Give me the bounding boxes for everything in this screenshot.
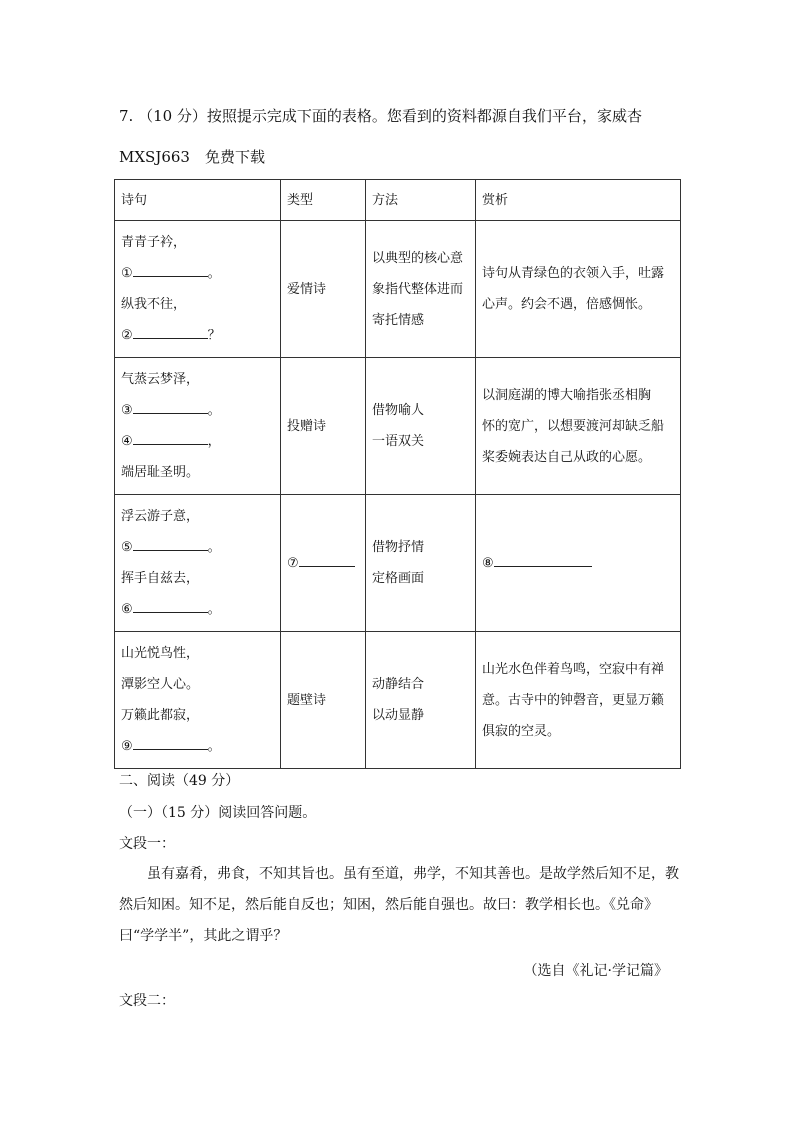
method-line: 借物喻人 (372, 403, 425, 418)
verse-cell (115, 221, 281, 358)
analysis-line: 怀的宽广，以想要渡河却缺乏船 (482, 418, 665, 434)
analysis-line: 俱寂的空灵。 (482, 723, 561, 739)
passage-text: 虽有嘉肴，弗食，不知其旨也。虽有至道，弗学，不知其善也。是故学然后知不足，教然后知困。知不足，然后能自反也；知困，然后能自强也。故曰：教学相长也。《兑命》曰“学学半”，其此之谓乎？ (119, 866, 679, 944)
punctuation: 。 (207, 540, 221, 555)
blank-number: ④ (121, 434, 133, 449)
blank-number: ⑧ (482, 555, 494, 571)
fill-blank[interactable] (133, 735, 208, 750)
fill-blank[interactable] (133, 430, 208, 445)
method-line: 借物抒情 (372, 540, 425, 555)
passage-source: （选自《礼记·学记篇》 (523, 963, 668, 979)
fill-blank[interactable] (133, 399, 208, 414)
poem-table (114, 179, 681, 769)
blank-number: ⑥ (121, 602, 133, 617)
blank-number: ⑨ (121, 739, 133, 754)
analysis-line: 诗句从青绿色的衣领入手，吐露 (482, 266, 665, 281)
method-cell (366, 221, 476, 358)
fill-blank[interactable] (133, 324, 208, 339)
method-cell (366, 358, 476, 495)
punctuation: 。 (207, 403, 221, 418)
blank-number: ③ (121, 403, 133, 418)
verse-line: 浮云游子意， (121, 509, 200, 524)
blank-number: ⑦ (287, 555, 299, 571)
analysis-line: 意。古寺中的钟磬音，更显万籁 (482, 692, 665, 708)
table-header-row (115, 180, 681, 221)
verse-blank-line (121, 258, 274, 289)
analysis-cell (476, 495, 681, 632)
verse-cell (115, 495, 281, 632)
analysis-cell (476, 221, 681, 358)
verse-blank-line (121, 731, 274, 762)
type-cell: 爱情诗 (281, 221, 366, 358)
method-line: 象指代整体进而 (372, 281, 464, 297)
analysis-line: 心声。约会不遇，倍感惆怅。 (482, 297, 652, 312)
method-line: 动静结合 (372, 677, 425, 692)
analysis-cell (476, 358, 681, 495)
analysis-line: 山光水色伴着鸟鸣，空寂中有禅 (482, 661, 665, 677)
blank-number: ① (121, 266, 133, 281)
punctuation: 。 (207, 602, 221, 617)
header-cell: 赏析 (476, 180, 681, 221)
verse-line: 气蒸云梦泽， (121, 372, 200, 387)
table-row (115, 358, 681, 495)
verse-blank-line (121, 395, 274, 426)
method-cell (366, 632, 476, 769)
table-row (115, 495, 681, 632)
verse-line: 潭影空人心。 (121, 677, 200, 692)
verse-line: 挥手自兹去， (121, 571, 200, 586)
blank-number: ② (121, 328, 133, 343)
question-line-2: MXSJ663 免费下载 (119, 148, 265, 166)
method-line: 定格画面 (372, 571, 425, 586)
header-cell: 类型 (281, 180, 366, 221)
punctuation: ？ (207, 328, 221, 343)
verse-line: 万籁此都寂， (121, 708, 200, 723)
verse-blank-line (121, 532, 274, 563)
fill-blank[interactable] (133, 262, 208, 277)
header-cell: 方法 (366, 180, 476, 221)
verse-cell (115, 632, 281, 769)
passage-label: 文段二： (119, 993, 175, 1009)
table-row (115, 632, 681, 769)
verse-line: 端居耻圣明。 (121, 465, 200, 480)
verse-line: 青青子衿， (121, 235, 187, 250)
punctuation: ， (207, 434, 221, 449)
fill-blank[interactable] (299, 552, 355, 567)
fill-blank[interactable] (133, 536, 208, 551)
analysis-line: 桨委婉表达自己从政的心愿。 (482, 449, 652, 465)
passage-label: 文段一： (119, 836, 175, 852)
fill-blank[interactable] (494, 552, 592, 567)
header-cell: 诗句 (115, 180, 281, 221)
analysis-cell (476, 632, 681, 769)
fill-blank[interactable] (133, 598, 208, 613)
method-line: 以动显静 (372, 708, 425, 723)
table-row (115, 221, 681, 358)
punctuation: 。 (207, 266, 221, 281)
type-cell: 投赠诗 (281, 358, 366, 495)
analysis-line: 以洞庭湖的博大喻指张丞相胸 (482, 387, 652, 403)
type-cell: 题壁诗 (281, 632, 366, 769)
blank-number: ⑤ (121, 540, 133, 555)
subsection-title: （一）（15 分）阅读回答问题。 (119, 805, 317, 821)
verse-blank-line (121, 320, 274, 351)
type-cell (281, 495, 366, 632)
verse-line: 山光悦鸟性， (121, 646, 200, 661)
section-title: 二、阅读（49 分） (119, 773, 240, 789)
verse-line: 纵我不往， (121, 297, 187, 312)
method-line: 一语双关 (372, 434, 425, 449)
question-line-1: 7. （10 分）按照提示完成下面的表格。您看到的资料都源自我们平台，家威杏 (119, 107, 642, 125)
method-line: 以典型的核心意 (372, 250, 464, 266)
verse-blank-line (121, 426, 274, 457)
punctuation: 。 (207, 739, 221, 754)
verse-blank-line (121, 594, 274, 625)
method-line: 寄托情感 (372, 312, 425, 328)
method-cell (366, 495, 476, 632)
verse-cell (115, 358, 281, 495)
